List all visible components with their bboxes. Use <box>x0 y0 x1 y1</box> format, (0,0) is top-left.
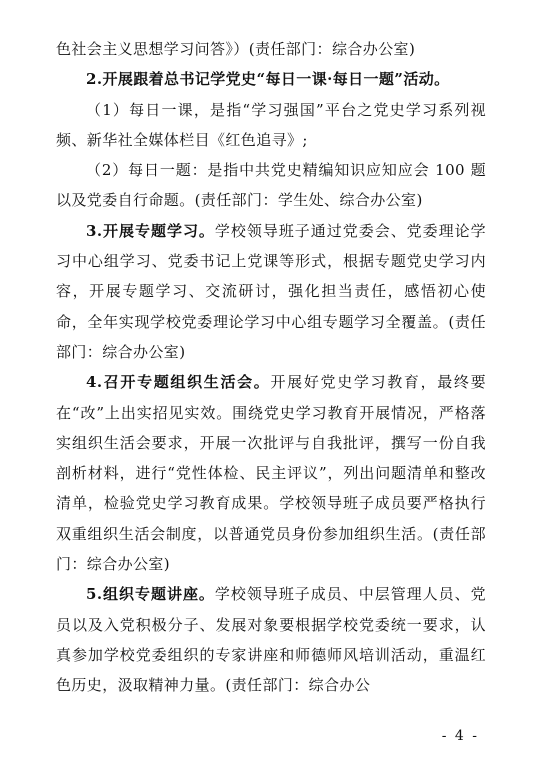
section-5-body: 学校领导班子成员、中层管理人员、党员以及入党积极分子、发展对象要根据学校党委统一要求，认真参加学校党委组织的专家讲座和师德师风培训活动，重温红色历史，汲取精神力量。(责任部门：综合办公 <box>56 585 486 695</box>
section-4-body: 开展好党史学习教育，最终要在“改”上出实招见实效。围绕党史学习教育开展情况，严格落实组织生活会要求，开展一次批评与自我批评，撰写一份自我剖析材料，进行“党性体检、民主评议”，列出问题清单和整改清单，检验党史学习教育成果。学校领导班子成员要严格执行双重组织生活会制度，以普通党员身份参加组织生活。(责任部门：综合办公室) <box>56 373 487 574</box>
section-2-item-1: （1）每日一课，是指“学习强国”平台之党史学习系列视频、新华社全媒体栏目《红色追寻》; <box>56 100 486 149</box>
carry-over-paragraph: 色社会主义思想学习问答》）(责任部门：综合办公室) <box>56 40 416 58</box>
section-2-title: 2.开展跟着总书记学党史“每日一课·每日一题”活动。 <box>86 70 450 89</box>
section-4-paragraph <box>56 367 486 579</box>
page-number: - 4 - <box>441 728 479 744</box>
section-2-item-2: （2）每日一题：是指中共党史精编知识应知应会 100 题以及党委自行命题。(责任部门：学生处、综合办公室) <box>56 161 486 210</box>
section-5-lead: 5.组织专题讲座。 <box>86 585 215 604</box>
document-body <box>56 34 486 701</box>
section-3-body: 学校领导班子通过党委会、党委理论学习中心组学习、党委书记上党课等形式，根据专题党史学习内容，开展专题学习、交流研讨，强化担当责任，感悟初心使命，全年实现学校党委理论学习中心组专题学习全覆盖。(责任部门：综合办公室) <box>56 221 486 361</box>
section-5-paragraph <box>56 579 486 700</box>
section-4-lead: 4.召开专题组织生活会。 <box>86 373 271 392</box>
section-3-paragraph <box>56 216 486 367</box>
section-3-lead: 3.开展专题学习。 <box>86 221 215 240</box>
